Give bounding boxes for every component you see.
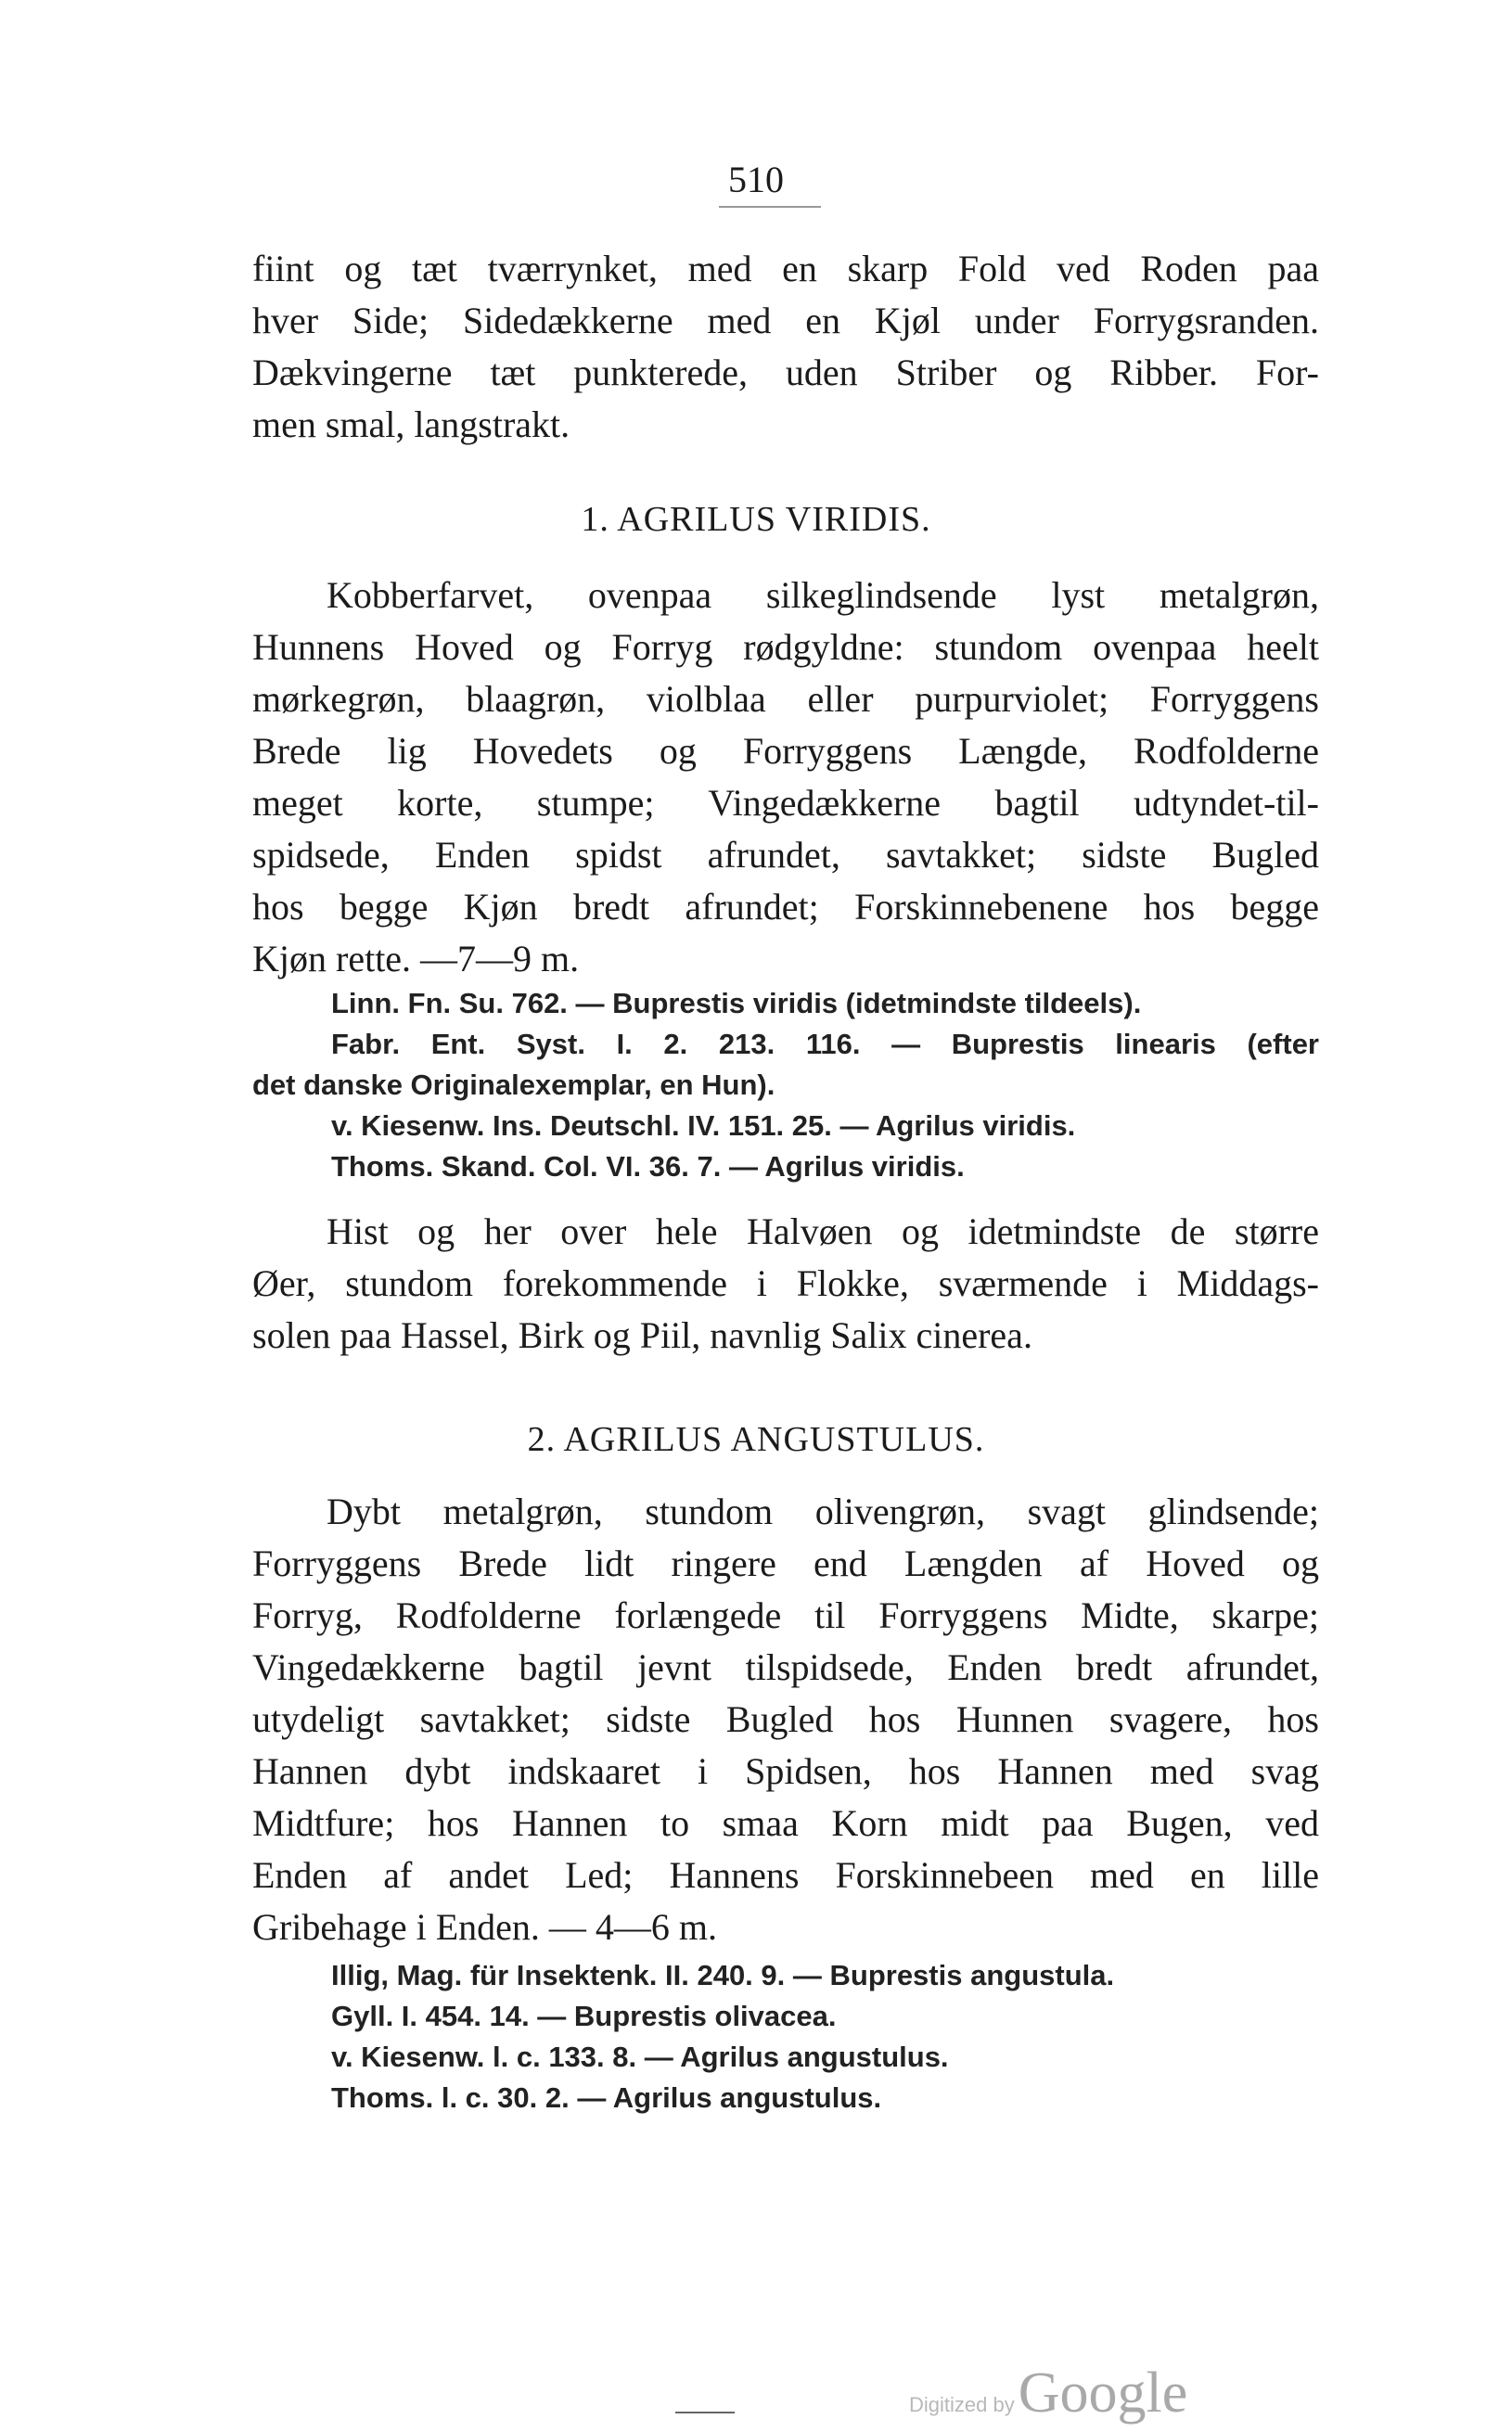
watermark-prefix: Digitized by [909,2393,1015,2416]
intro-paragraph [252,243,1319,451]
text-line: men smal, langstrakt. [252,403,570,445]
text-line: fiint og tæt tværrynket, med en skarp Fold ved Roden paa [252,248,1319,289]
text-line: Kjøn rette. —7—9 m. [252,938,580,979]
text-line: Enden af andet Led; Hannens Forskinnebeen med en lille [252,1854,1319,1896]
reference-line: Gyll. I. 454. 14. — Buprestis olivacea. [331,2000,837,2032]
reference-line: Linn. Fn. Su. 762. — Buprestis viridis (idetmindste tildeels). [331,987,1142,1019]
reference-line: Thoms. l. c. 30. 2. — Agrilus angustulus. [331,2081,882,2114]
species-heading-agrilus-angustulus: 2. AGRILUS ANGUSTULUS. [527,1420,985,1459]
text-line: hos begge Kjøn bredt afrundet; Forskinnebenene hos begge [252,886,1319,928]
text-line: Hunnens Hoved og Forryg rødgyldne: stundom ovenpaa heelt [252,626,1319,668]
text-line: Vingedækkerne bagtil jevnt tilspidsede, Enden bredt afrundet, [252,1646,1319,1688]
text-line: Midtfure; hos Hannen to smaa Korn midt paa Bugen, ved [252,1802,1319,1844]
text-line: Forryggens Brede lidt ringere end Længden af Hoved og [252,1542,1319,1584]
text-line: Øer, stundom forekommende i Flokke, sværmende i Middags- [252,1262,1319,1304]
text-line: spidsede, Enden spidst afrundet, savtakket; sidste Bugled [252,834,1319,876]
digitized-watermark [909,2361,1187,2426]
page-number: 510 [728,159,784,200]
reference-line: Illig, Mag. für Insektenk. II. 240. 9. — Buprestis angustula. [331,1959,1115,1991]
text-line: Hist og her over hele Halvøen og idetmindste de større [327,1210,1319,1252]
text-line: Dybt metalgrøn, stundom olivengrøn, svagt glindsende; [327,1491,1319,1532]
text-line: mørkegrøn, blaagrøn, violblaa eller purpurviolet; Forryggens [252,678,1319,720]
species2-references [252,1955,1319,2118]
watermark-brand: Google [1018,2362,1188,2425]
page-number-underline [719,206,821,208]
text-line: Kobberfarvet, ovenpaa silkeglindsende lyst metalgrøn, [327,574,1319,616]
reference-line: v. Kiesenw. Ins. Deutschl. IV. 151. 25. — Agrilus viridis. [331,1109,1076,1142]
species1-distribution [252,1206,1319,1362]
species1-references [252,983,1319,1187]
text-line: hver Side; Sidedækkerne med en Kjøl under Forrygsranden. [252,300,1319,341]
text-line: Gribehage i Enden. — 4—6 m. [252,1906,717,1948]
reference-line: det danske Originalexemplar, en Hun). [252,1069,775,1101]
species2-description [252,1486,1319,1953]
text-line: Forryg, Rodfolderne forlængede til Forryggens Midte, skarpe; [252,1594,1319,1636]
reference-line: Thoms. Skand. Col. VI. 36. 7. — Agrilus viridis. [331,1150,965,1183]
species-heading-agrilus-viridis: 1. AGRILUS VIRIDIS. [581,500,931,539]
text-line: Dækvingerne tæt punkterede, uden Striber og Ribber. For- [252,352,1319,393]
bottom-rule [675,2412,735,2413]
text-line: utydeligt savtakket; sidste Bugled hos Hunnen svagere, hos [252,1698,1319,1740]
species1-description [252,570,1319,985]
text-line: Brede lig Hovedets og Forryggens Længde, Rodfolderne [252,730,1319,772]
text-line: solen paa Hassel, Birk og Piil, navnlig Salix cinerea. [252,1314,1032,1356]
text-line: Hannen dybt indskaaret i Spidsen, hos Hannen med svag [252,1750,1319,1792]
text-line: meget korte, stumpe; Vingedækkerne bagtil udtyndet-til- [252,782,1319,824]
reference-line: v. Kiesenw. l. c. 133. 8. — Agrilus angustulus. [331,2041,949,2073]
reference-line: Fabr. Ent. Syst. I. 2. 213. 116. — Buprestis linearis (efter [331,1028,1319,1060]
